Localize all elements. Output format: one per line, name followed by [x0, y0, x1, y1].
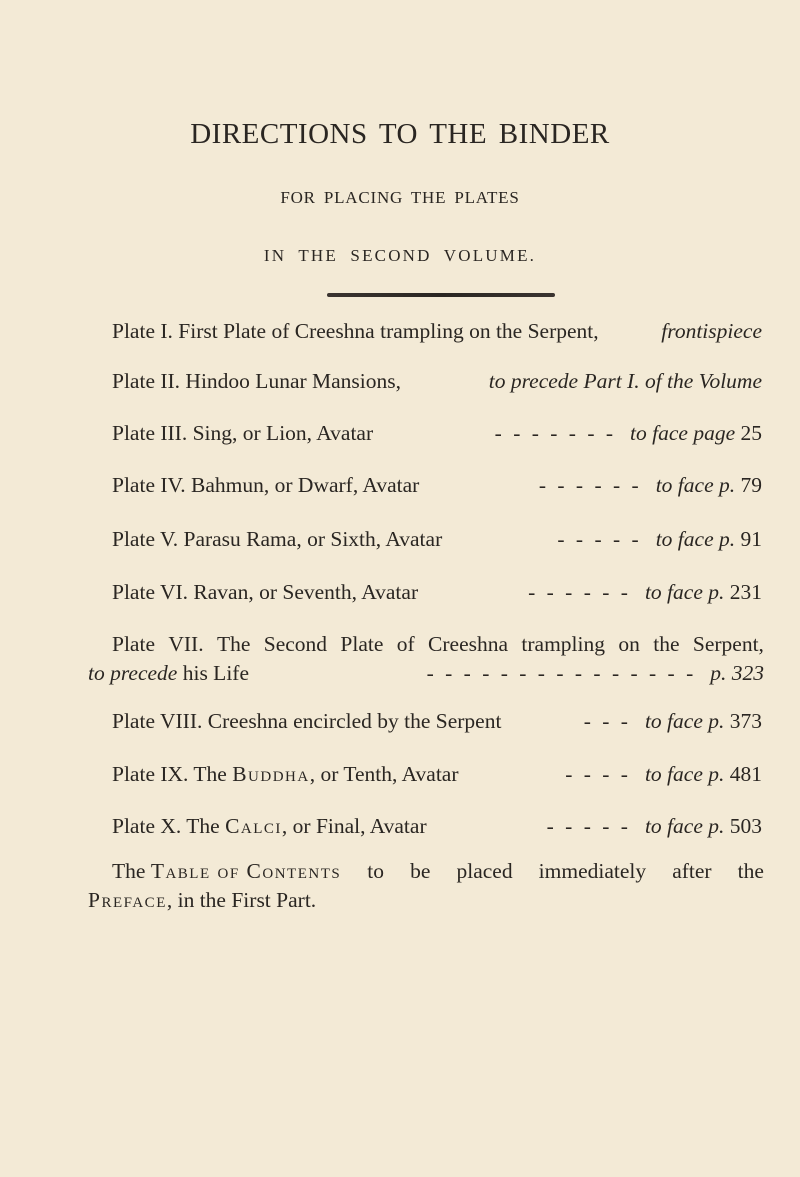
plate-entry — [112, 369, 762, 393]
plate-label: Plate III. Sing, or Lion, Avatar — [112, 421, 374, 445]
label-smallcaps: Calci — [225, 814, 282, 838]
position-prefix: to face p. — [655, 527, 736, 551]
plate-label-line — [88, 659, 764, 688]
word: Second — [263, 632, 328, 656]
label-part: , or Tenth, Avatar — [309, 762, 459, 786]
plate-entry — [112, 319, 762, 343]
binder-note — [88, 857, 764, 915]
plate-entry — [112, 527, 762, 551]
page-number: 25 — [740, 421, 762, 445]
plate-label — [112, 762, 459, 786]
plate-label: Plate II. Hindoo Lunar Mansions, — [112, 369, 402, 393]
leader-dashes: - - - — [583, 709, 631, 733]
page-number: 231 — [729, 580, 762, 604]
position-prefix: to face p. — [644, 762, 725, 786]
plate-entry — [112, 814, 762, 838]
leader-dashes: - - - - - - — [538, 473, 642, 497]
plate-label: Plate V. Parasu Rama, or Sixth, Avatar — [112, 527, 443, 551]
plate-entry — [112, 580, 762, 604]
position-prefix: to face p. — [655, 473, 736, 497]
position-prefix: to face p. — [644, 814, 725, 838]
plate-position: to precede Part I. of the Volume — [488, 369, 762, 393]
page-number: 91 — [740, 527, 762, 551]
word: trampling — [521, 632, 606, 656]
plate-label: Plate IV. Bahmun, or Dwarf, Avatar — [112, 473, 420, 497]
page-number: 481 — [729, 762, 762, 786]
leader-dashes: - - - - — [565, 762, 631, 786]
word: of — [396, 632, 415, 656]
plate-position — [645, 814, 762, 838]
word: Creeshna — [428, 632, 509, 656]
leader-dashes: - - - - - — [546, 814, 631, 838]
page-number: 373 — [729, 709, 762, 733]
note-phrase — [112, 857, 341, 886]
word: on — [618, 632, 640, 656]
leader-dashes: - - - - - - — [528, 580, 631, 604]
note-line — [88, 857, 764, 886]
leader-dashes: - - - - - - - — [494, 421, 617, 445]
word: Plate — [340, 632, 384, 656]
plate-entry — [112, 421, 762, 445]
plate-label: Plate I. First Plate of Creeshna trampling on the Serpent, — [112, 319, 599, 343]
label-smallcaps: Table of Contents — [150, 859, 342, 883]
plate-entry — [112, 762, 762, 786]
plate-label: Plate VIII. Creeshna encircled by the Serpent — [112, 709, 502, 733]
word: placed — [456, 859, 513, 883]
plate-label: his Life — [182, 661, 249, 685]
position-prefix: to precede — [88, 661, 178, 685]
word: the — [653, 632, 680, 656]
plate-position — [645, 762, 762, 786]
plate-entry — [112, 709, 762, 733]
page-title: DIRECTIONS TO THE BINDER — [190, 118, 610, 150]
label-part: Plate X. The — [112, 814, 220, 838]
page-subtitle-secondary: IN THE SECOND VOLUME. — [263, 246, 537, 265]
plate-label — [112, 814, 427, 838]
plate-label-line — [88, 630, 764, 659]
plate-entry — [88, 630, 764, 688]
page-number: p. 323 — [710, 661, 764, 685]
plate-position — [656, 473, 762, 497]
label-part: , or Final, Avatar — [281, 814, 427, 838]
label-smallcaps: Buddha — [232, 762, 310, 786]
position-prefix: to face p. — [644, 580, 725, 604]
plate-position — [656, 527, 762, 551]
word: The — [216, 632, 251, 656]
word: Serpent, — [692, 632, 764, 656]
plate-position — [645, 709, 762, 733]
page-number: 503 — [729, 814, 762, 838]
label-smallcaps: Preface — [88, 888, 167, 912]
plate-label: Plate VI. Ravan, or Seventh, Avatar — [112, 580, 419, 604]
page-subtitle: FOR PLACING THE PLATES — [280, 188, 520, 207]
word: to — [367, 859, 385, 883]
plate-position — [630, 421, 762, 445]
word: Plate — [112, 632, 155, 656]
page-number: 79 — [740, 473, 762, 497]
word: immediately — [538, 859, 647, 883]
word: VII. — [168, 632, 204, 656]
word: the — [737, 859, 764, 883]
label-part: Plate IX. The — [112, 762, 227, 786]
position-prefix: to face page — [630, 421, 736, 445]
word: be — [410, 859, 431, 883]
word: The — [112, 859, 146, 883]
plate-entry — [112, 473, 762, 497]
decorative-rule — [327, 293, 555, 297]
position-prefix: to face p. — [644, 709, 725, 733]
word: after — [672, 859, 712, 883]
leader-dashes: - - - - - — [557, 527, 642, 551]
plate-position: frontispiece — [661, 319, 762, 343]
leader-dashes: - - - - - - - - - - - - - - - — [426, 661, 697, 685]
plate-position — [645, 580, 762, 604]
note-text: , in the First Part. — [166, 888, 317, 912]
note-line — [88, 886, 764, 915]
